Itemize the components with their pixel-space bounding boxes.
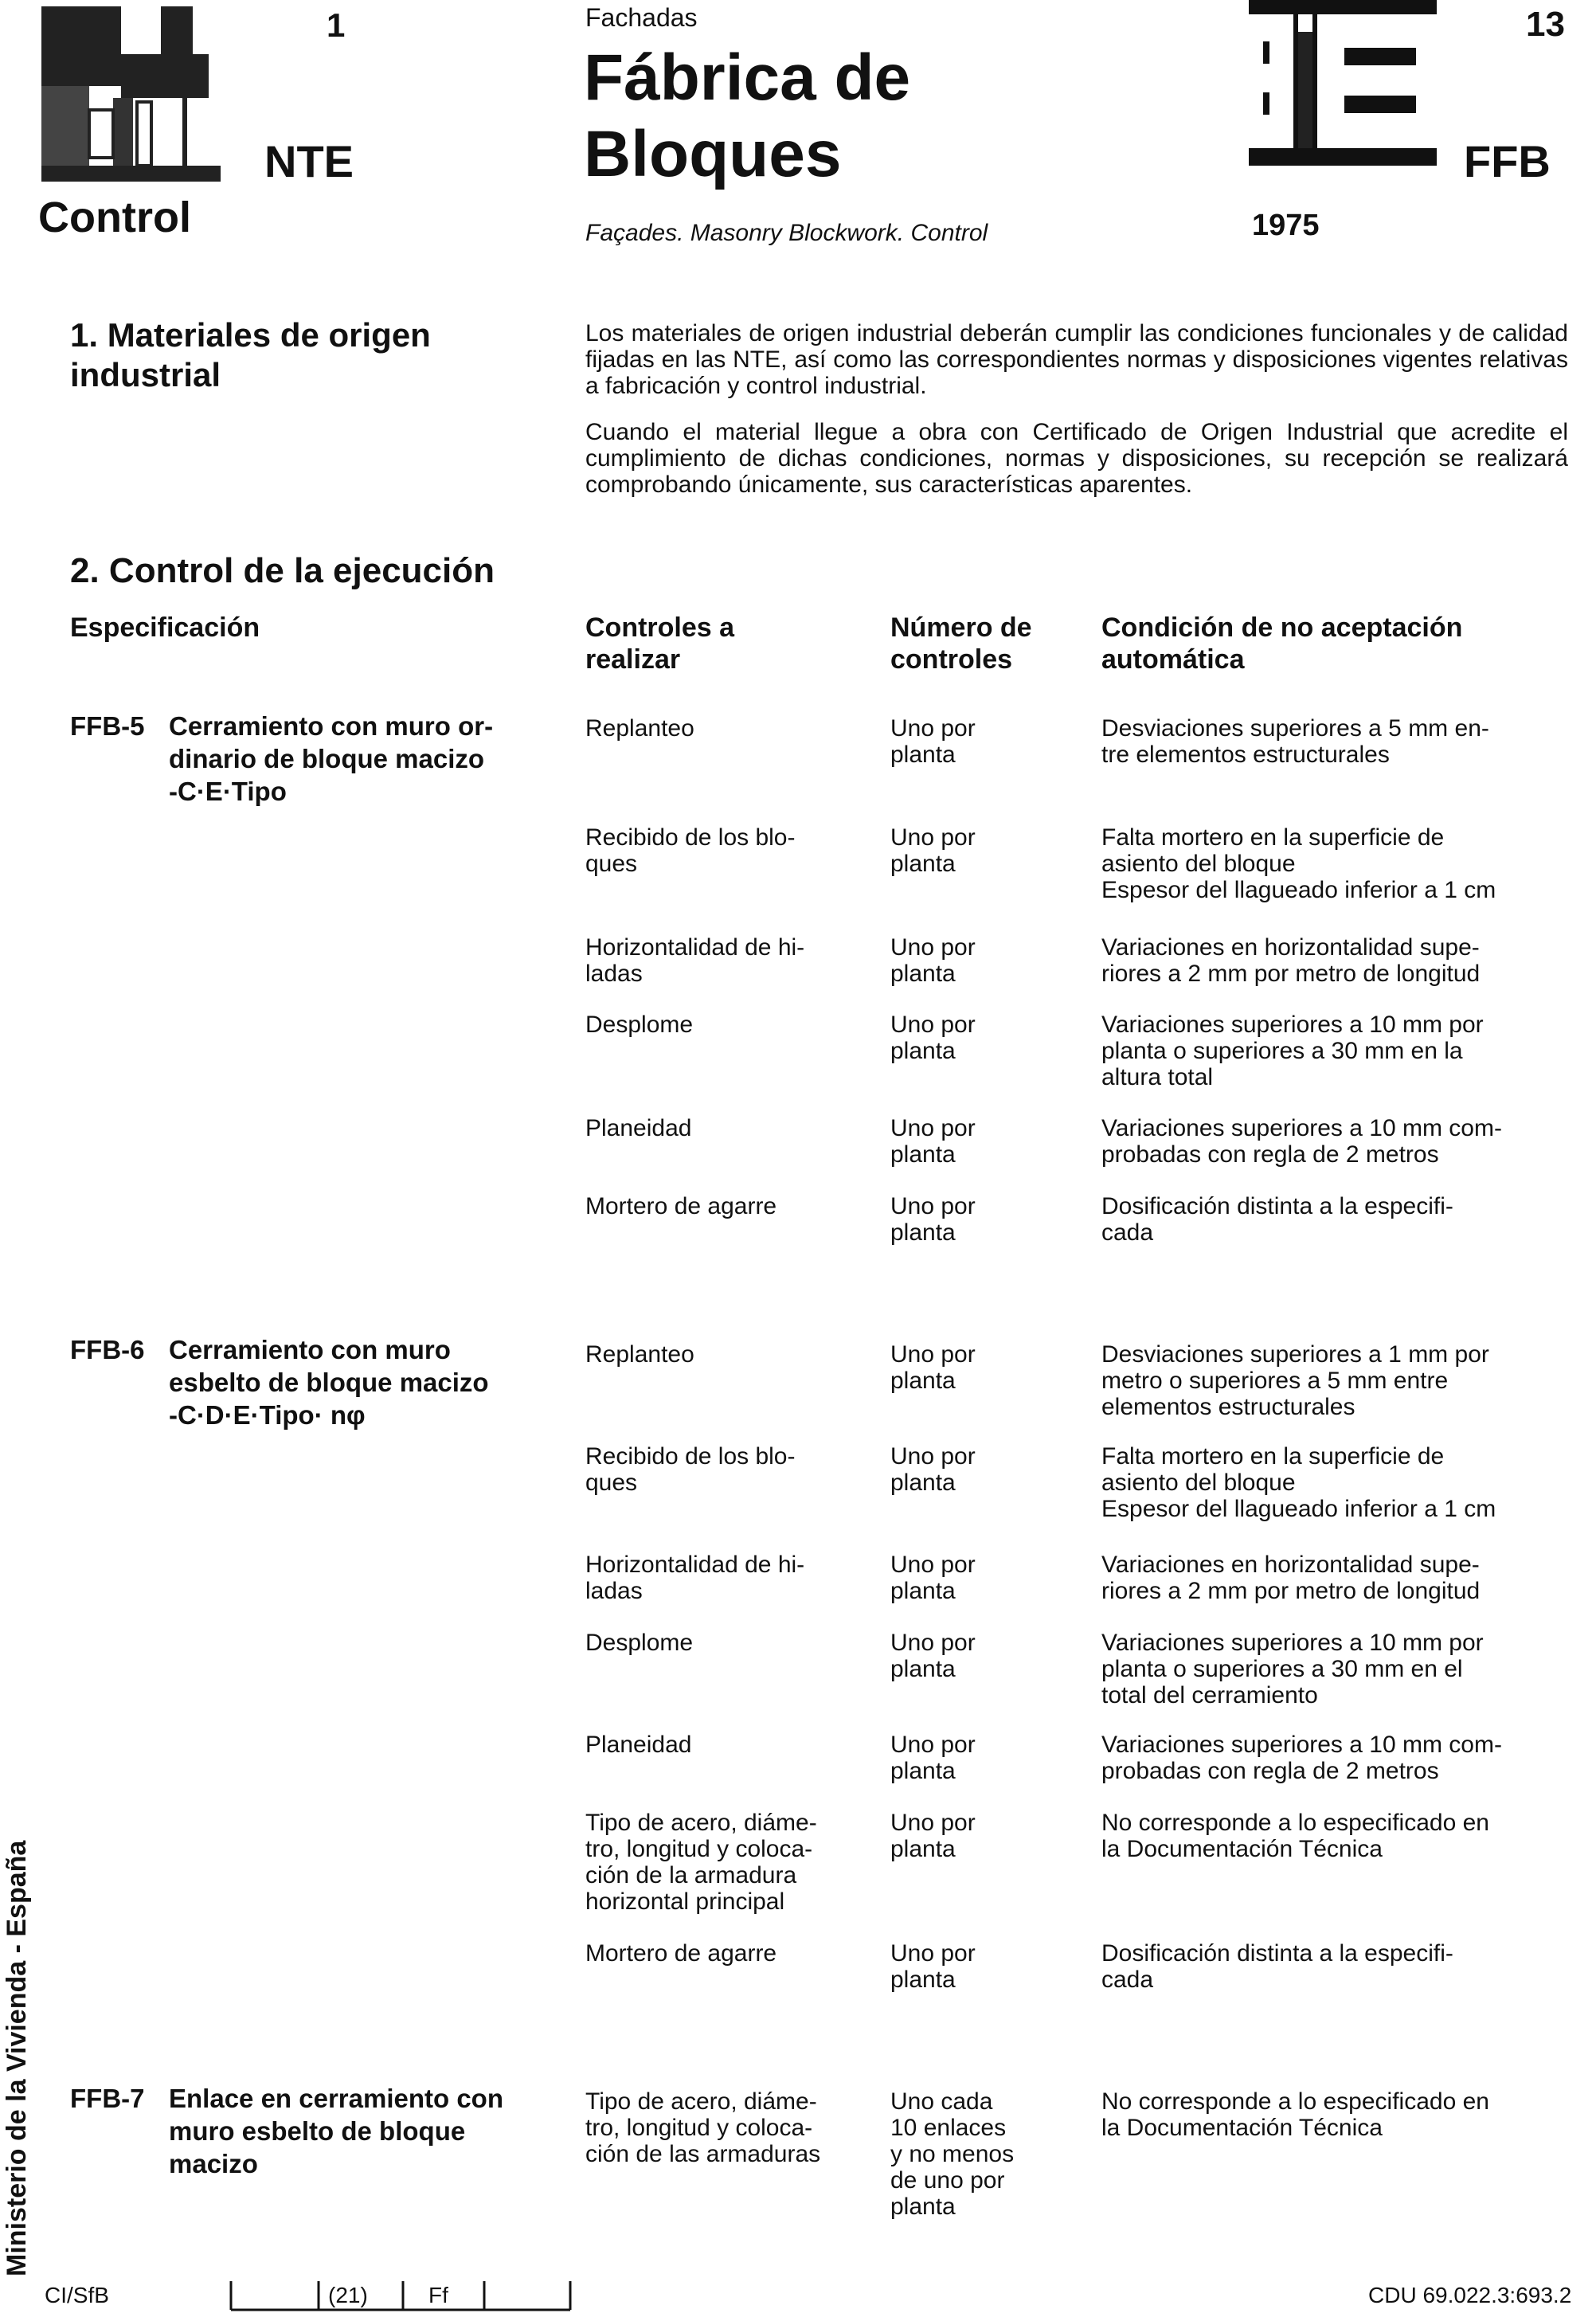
- column-header-number: Número de controles: [890, 613, 1032, 675]
- number-cell: Uno por planta: [890, 824, 976, 877]
- condition-cell: Variaciones en horizontalidad supe- riores a 2 mm por metro de longitud: [1101, 1552, 1481, 1604]
- cdu-code: CDU 69.022.3:693.2: [1368, 2283, 1572, 2307]
- year-label: 1975: [1252, 209, 1320, 242]
- column-header-condition: Condición de no aceptación automática: [1101, 613, 1463, 675]
- condition-cell: No corresponde a lo especificado en la Documentación Técnica: [1101, 2088, 1489, 2141]
- page-number: 1: [327, 6, 346, 44]
- condition-cell: Falta mortero en la superficie de asiento del bloque Espesor del llagueado inferior a 1 cm: [1101, 824, 1496, 903]
- section-1-paragraph-2: Cuando el material llegue a obra con Certificado de Origen Industrial que acredite el cumplimiento de dichas condiciones, normas y disposiciones, su recepción se realizará comprobando únicamente, sus características aparentes.: [585, 419, 1568, 498]
- column-header-controls: Controles a realizar: [585, 613, 735, 675]
- sheet-number: 13: [1526, 5, 1565, 44]
- number-cell: Uno por planta: [890, 1443, 976, 1496]
- cisfb-label: CI/SfB: [45, 2283, 109, 2307]
- number-cell: Uno por planta: [890, 1012, 976, 1064]
- condition-cell: Desviaciones superiores a 5 mm en- tre elementos estructurales: [1101, 715, 1489, 768]
- control-cell: Recibido de los blo- ques: [585, 1443, 796, 1496]
- control-cell: Planeidad: [585, 1732, 692, 1758]
- control-cell: Tipo de acero, diáme- tro, longitud y coloca- ción de las armaduras: [585, 2088, 821, 2167]
- control-cell: Desplome: [585, 1630, 694, 1656]
- spec-title: Cerramiento con muro or- dinario de bloque macizo -C·E·Tipo: [169, 711, 494, 806]
- condition-cell: Dosificación distinta a la especifi- cada: [1101, 1193, 1453, 1246]
- section-1-title: 1. Materiales de origen industrial: [70, 316, 431, 393]
- number-cell: Uno por planta: [890, 1940, 976, 1993]
- control-cell: Replanteo: [585, 715, 694, 742]
- condition-cell: No corresponde a lo especificado en la Documentación Técnica: [1101, 1810, 1489, 1862]
- control-cell: Planeidad: [585, 1115, 692, 1141]
- number-cell: Uno por planta: [890, 934, 976, 987]
- spec-code: FFB-6: [70, 1335, 145, 1364]
- spec-title: Cerramiento con muro esbelto de bloque macizo -C·D·E·Tipo· nφ: [169, 1335, 489, 1430]
- number-cell: Uno cada 10 enlaces y no menos de uno por planta: [890, 2088, 1015, 2220]
- control-cell: Mortero de agarre: [585, 1940, 777, 1967]
- title-line-1: Fábrica de: [584, 41, 911, 114]
- nte-logo: [41, 6, 221, 182]
- ffb-code: FFB: [1464, 136, 1551, 186]
- number-cell: Uno por planta: [890, 1732, 976, 1784]
- number-cell: Uno por planta: [890, 1630, 976, 1682]
- column-header-specification: Especificación: [70, 613, 260, 643]
- category-label: Fachadas: [585, 3, 698, 32]
- spec-code: FFB-7: [70, 2084, 145, 2113]
- number-cell: Uno por planta: [890, 1341, 976, 1394]
- page-title: [584, 40, 910, 193]
- control-cell: Recibido de los blo- ques: [585, 824, 796, 877]
- section-1-paragraph-1: Los materiales de origen industrial deberán cumplir las condiciones funcionales y de calidad fijadas en las NTE, así como las correspondientes normas y disposiciones vigentes relativas a fabricación y control industrial.: [585, 320, 1568, 399]
- title-line-2: Bloques: [584, 118, 842, 190]
- ffb-stamp-graphic: [1249, 0, 1437, 175]
- condition-cell: Variaciones superiores a 10 mm com- probadas con regla de 2 metros: [1101, 1732, 1502, 1784]
- condition-cell: Variaciones superiores a 10 mm por planta o superiores a 30 mm en la altura total: [1101, 1012, 1484, 1090]
- control-cell: Mortero de agarre: [585, 1193, 777, 1219]
- condition-cell: Variaciones en horizontalidad supe- riores a 2 mm por metro de longitud: [1101, 934, 1481, 987]
- number-cell: Uno por planta: [890, 1193, 976, 1246]
- english-subtitle: Façades. Masonry Blockwork. Control: [585, 220, 988, 246]
- control-cell: Replanteo: [585, 1341, 694, 1368]
- condition-cell: Falta mortero en la superficie de asiento del bloque Espesor del llagueado inferior a 1 cm: [1101, 1443, 1496, 1522]
- condition-cell: Desviaciones superiores a 1 mm por metro o superiores a 5 mm entre elementos estructurales: [1101, 1341, 1489, 1420]
- section-2-title: 2. Control de la ejecución: [70, 551, 495, 590]
- nte-label: NTE: [264, 136, 354, 186]
- number-cell: Uno por planta: [890, 1115, 976, 1168]
- condition-cell: Dosificación distinta a la especifi- cada: [1101, 1940, 1453, 1993]
- number-cell: Uno por planta: [890, 1552, 976, 1604]
- condition-cell: Variaciones superiores a 10 mm por planta o superiores a 30 mm en el total del cerramiento: [1101, 1630, 1484, 1708]
- control-cell: Tipo de acero, diáme- tro, longitud y coloca- ción de la armadura horizontal principal: [585, 1810, 817, 1915]
- ministry-sidebar-label: Ministerio de la Vivienda - España: [2, 1840, 32, 2276]
- condition-cell: Variaciones superiores a 10 mm com- probadas con regla de 2 metros: [1101, 1115, 1502, 1168]
- control-cell: Desplome: [585, 1012, 694, 1038]
- classification-box-1: (21): [328, 2283, 368, 2307]
- classification-boxes: [229, 2276, 573, 2311]
- control-cell: Horizontalidad de hi- ladas: [585, 1552, 805, 1604]
- section-label: Control: [38, 194, 191, 241]
- number-cell: Uno por planta: [890, 715, 976, 768]
- control-cell: Horizontalidad de hi- ladas: [585, 934, 805, 987]
- spec-code: FFB-5: [70, 711, 145, 741]
- number-cell: Uno por planta: [890, 1810, 976, 1862]
- spec-title: Enlace en cerramiento con muro esbelto de bloque macizo: [169, 2084, 503, 2178]
- classification-box-2: Ff: [428, 2283, 448, 2307]
